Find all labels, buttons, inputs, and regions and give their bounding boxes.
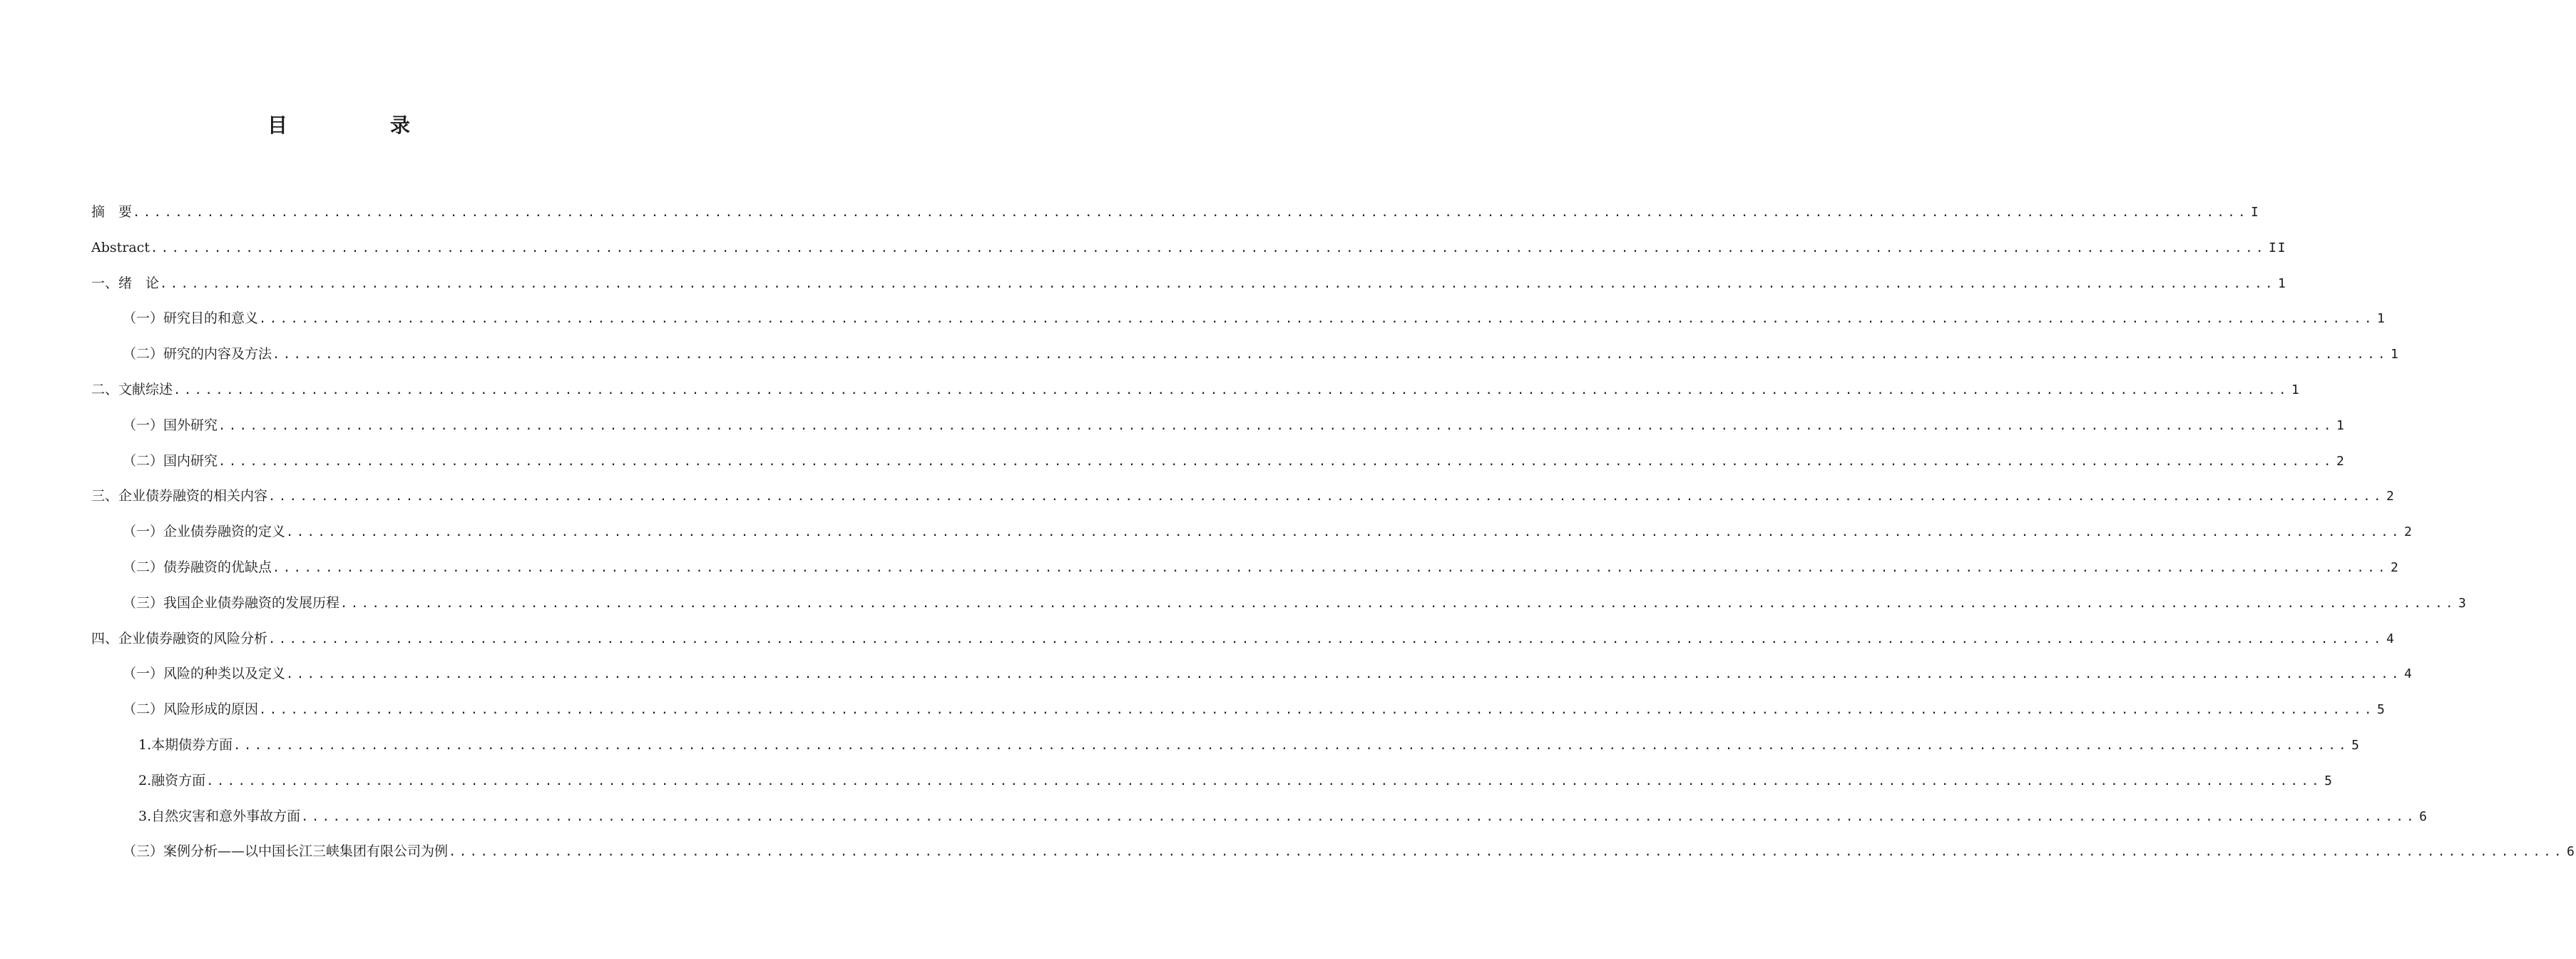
toc-entry[interactable]	[91, 554, 2400, 589]
toc-entry[interactable]	[91, 482, 2396, 518]
toc-entry-page-number: 4	[2404, 666, 2413, 682]
toc-entry-page-number: 1	[2336, 417, 2346, 433]
toc-entry[interactable]	[91, 838, 2576, 873]
toc-entry[interactable]	[91, 270, 2287, 305]
dot-leader: ........................................................................................................................................................................................................	[268, 489, 2384, 504]
toc-entry-label: 一、绪 论	[91, 275, 160, 291]
toc-entry-page-number: 1	[2377, 311, 2386, 327]
toc-entry-label: （二）风险形成的原因	[123, 701, 259, 718]
dot-leader: ........................................................................................................................................................................................................	[218, 418, 2334, 433]
toc-entry-label: （二）研究的内容及方法	[123, 346, 272, 362]
toc-entry-page-number: 3	[2458, 595, 2468, 611]
toc-entry[interactable]	[91, 625, 2396, 661]
toc-entry[interactable]	[91, 767, 2334, 803]
toc-entry[interactable]	[91, 376, 2301, 412]
toc-entry[interactable]	[91, 198, 2260, 234]
toc-entry[interactable]	[91, 447, 2346, 483]
toc-entry-page-number: 4	[2386, 631, 2396, 646]
toc-entry-page-number: 5	[2377, 702, 2386, 718]
toc-entry-page-number: 6	[2567, 844, 2576, 860]
toc-entry-label: 摘 要	[91, 204, 133, 220]
dot-leader: ........................................................................................................................................................................................................	[233, 738, 2350, 753]
toc-entry-page-number: II	[2268, 240, 2287, 255]
dot-leader: ........................................................................................................................................................................................................	[218, 454, 2334, 469]
toc-entry-label: 2.融资方面	[138, 772, 206, 788]
toc-entry-page-number: I	[2251, 205, 2260, 220]
toc-entry-label: （三）案例分析——以中国长江三峡集团有限公司为例	[123, 843, 449, 860]
toc-entry-page-number: 5	[2351, 737, 2361, 753]
toc-entry-label: （三）我国企业债券融资的发展历程	[123, 594, 340, 611]
dot-leader: ........................................................................................................................................................................................................	[272, 560, 2388, 575]
dot-leader: ........................................................................................................................................................................................................	[160, 276, 2276, 291]
dot-leader: ........................................................................................................................................................................................................	[150, 240, 2266, 255]
toc-entry[interactable]	[91, 305, 2386, 340]
toc-entry-label: Abstract	[91, 239, 150, 255]
dot-leader: ........................................................................................................................................................................................................	[173, 382, 2289, 397]
toc-entry-page-number: 2	[2391, 559, 2400, 575]
dot-leader: ........................................................................................................................................................................................................	[340, 596, 2456, 611]
toc-entry-label: （一）风险的种类以及定义	[123, 666, 286, 682]
toc-entry-page-number: 2	[2336, 453, 2346, 469]
dot-leader: ........................................................................................................................................................................................................	[259, 703, 2375, 718]
toc-entry-page-number: 1	[2391, 347, 2400, 362]
toc-entry-page-number: 5	[2324, 773, 2334, 788]
toc-entry-label: 1.本期债券方面	[138, 736, 233, 753]
toc-entry[interactable]	[91, 234, 2287, 270]
toc-entry-page-number: 6	[2419, 808, 2428, 824]
toc-entry-label: 三、企业债券融资的相关内容	[91, 488, 268, 504]
toc-list	[91, 198, 2576, 873]
toc-entry-label: （一）国外研究	[123, 417, 218, 433]
toc-entry[interactable]	[91, 731, 2361, 767]
toc-entry-label: （一）研究目的和意义	[123, 310, 259, 327]
toc-entry[interactable]	[91, 340, 2400, 376]
toc-entry-label: （二）债券融资的优缺点	[123, 559, 272, 575]
toc-entry-page-number: 1	[2291, 382, 2301, 397]
dot-leader: ........................................................................................................................................................................................................	[206, 773, 2323, 788]
toc-title: 目 录	[267, 113, 451, 137]
toc-entry-label: （二）国内研究	[123, 452, 218, 469]
dot-leader: ........................................................................................................................................................................................................	[449, 845, 2565, 860]
dot-leader: ........................................................................................................................................................................................................	[286, 525, 2402, 540]
toc-entry[interactable]	[91, 412, 2346, 447]
toc-entry-label: 3.自然灾害和意外事故方面	[138, 808, 301, 824]
dot-leader: ........................................................................................................................................................................................................	[272, 347, 2388, 362]
toc-entry-label: （一）企业债券融资的定义	[123, 524, 286, 540]
dot-leader: ........................................................................................................................................................................................................	[133, 206, 2249, 220]
dot-leader: ........................................................................................................................................................................................................	[259, 312, 2375, 327]
toc-entry[interactable]	[91, 696, 2386, 731]
toc-entry-page-number: 2	[2386, 489, 2396, 504]
toc-entry-page-number: 1	[2278, 275, 2287, 291]
dot-leader: ........................................................................................................................................................................................................	[268, 631, 2384, 646]
toc-entry-label: 四、企业债券融资的风险分析	[91, 630, 268, 646]
toc-entry[interactable]	[91, 660, 2413, 696]
toc-entry-page-number: 2	[2404, 524, 2413, 540]
toc-entry[interactable]	[91, 518, 2413, 554]
toc-entry[interactable]	[91, 589, 2468, 625]
dot-leader: ........................................................................................................................................................................................................	[286, 667, 2402, 682]
toc-entry[interactable]	[91, 803, 2428, 838]
toc-entry-label: 二、文献综述	[91, 381, 173, 397]
dot-leader: ........................................................................................................................................................................................................	[301, 809, 2418, 824]
